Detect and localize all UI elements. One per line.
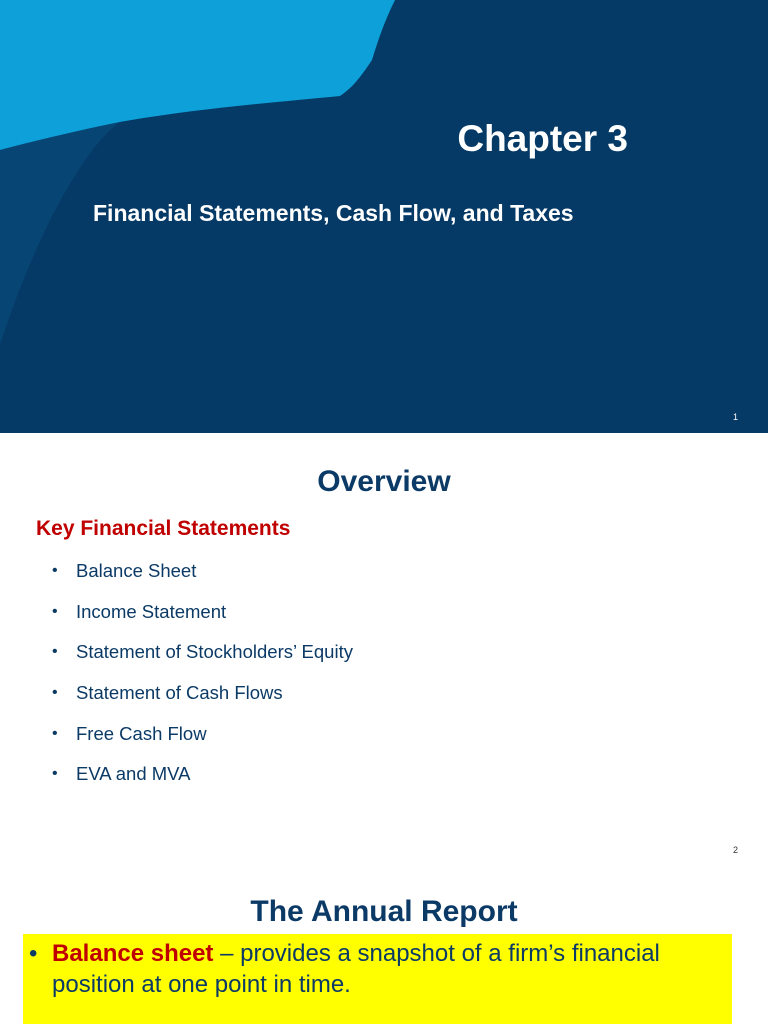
chapter-subtitle: Financial Statements, Cash Flow, and Taxes <box>93 200 574 226</box>
term-definition: – provides a snapshot of a firm’s financial position at one point in time. <box>52 940 660 998</box>
slide-number: 2 <box>732 845 738 855</box>
bullet-icon: • <box>52 724 58 742</box>
overview-slide <box>0 433 768 863</box>
list-item <box>52 720 353 761</box>
list-item <box>52 598 353 639</box>
bullet-icon: • <box>52 562 58 579</box>
list-item <box>29 938 719 1000</box>
bullet-icon: • <box>52 643 58 661</box>
list-item-text: Statement of Cash Flows <box>76 682 283 704</box>
bullet-icon: • <box>52 765 58 783</box>
title-slide <box>0 0 768 433</box>
bullet-list <box>52 557 353 801</box>
bullet-icon: • <box>52 684 58 702</box>
list-item <box>52 679 353 720</box>
list-item-text: EVA and MVA <box>76 763 191 785</box>
list-item-text: Free Cash Flow <box>76 722 207 744</box>
list-item-text <box>29 938 719 1000</box>
list-item-text: Statement of Stockholders’ Equity <box>76 641 353 663</box>
annual-report-slide <box>0 863 768 1024</box>
term-label: Balance sheet <box>52 940 214 967</box>
list-item-text: Income Statement <box>76 600 227 622</box>
slide-subheading: Key Financial Statements <box>36 517 291 540</box>
highlight-box <box>23 934 732 1024</box>
slide-heading: Overview <box>317 465 451 498</box>
list-item <box>52 760 353 801</box>
bullet-icon: • <box>29 940 38 967</box>
list-item <box>52 638 353 679</box>
list-item <box>52 557 353 598</box>
list-item-text: Balance Sheet <box>76 560 197 581</box>
chapter-title: Chapter 3 <box>457 118 628 159</box>
bullet-icon: • <box>52 602 58 620</box>
slide-number: 1 <box>732 412 738 422</box>
slide-heading: The Annual Report <box>250 895 518 928</box>
